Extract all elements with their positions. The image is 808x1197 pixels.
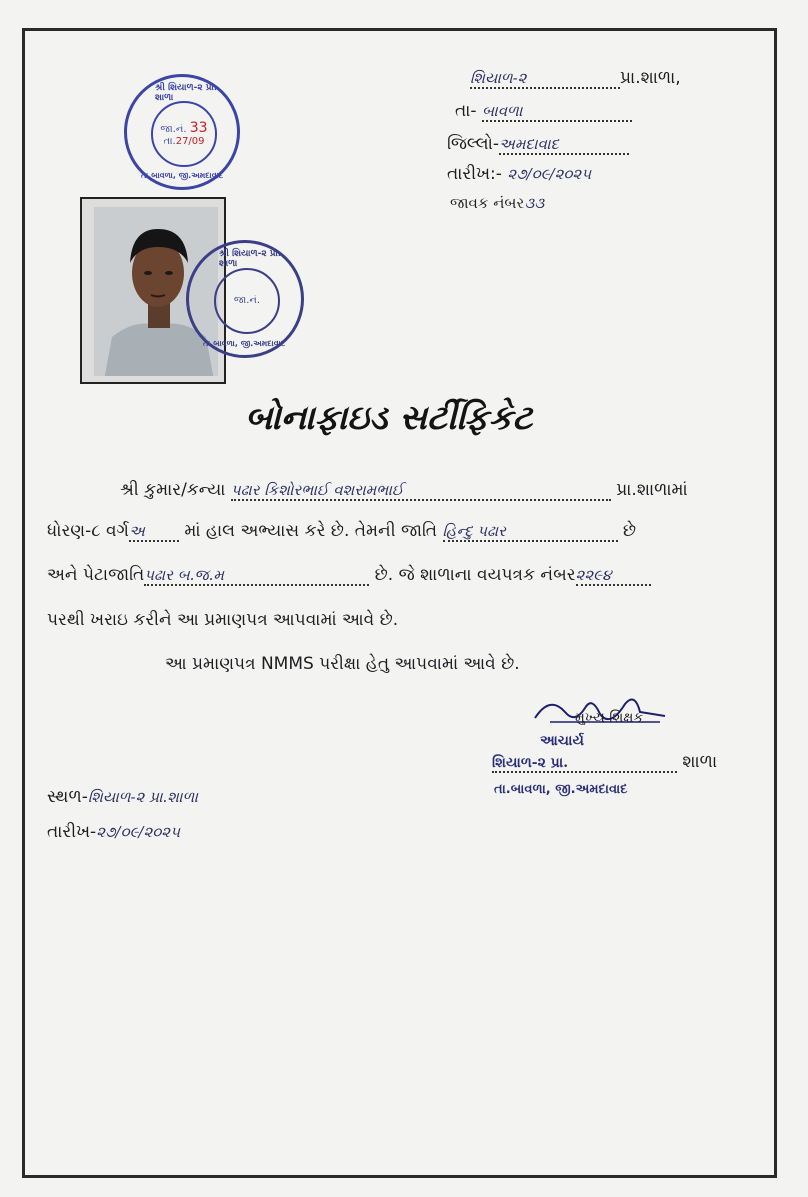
photo-stamp-inner: [214, 268, 281, 335]
line3-prefix: અને પેટાજાતિ: [47, 565, 145, 585]
body-line-3: [47, 565, 651, 586]
body-line-2: [47, 521, 636, 542]
principal-role: મુખ્ય શિક્ષક: [575, 710, 644, 726]
outward-label: જાવક નંબર: [450, 194, 525, 212]
footer-date-value: ૨૭/૦૯/૨૦૨૫: [96, 823, 180, 841]
stamp-date-value: 27/09: [175, 136, 205, 148]
stamp-ring-text: શ્રી શિયાળ-૨ પ્રા. શાળા: [155, 83, 218, 103]
line2-prefix: ધોરણ-૮ વર્ગ: [47, 521, 129, 541]
stamp-role: આચાર્ય: [540, 733, 584, 749]
photo-stamp-number-label: જા.નં.: [233, 295, 261, 307]
stamp-number-label: જા.નં.: [160, 124, 187, 136]
footer-place-line: [47, 787, 198, 807]
school-stamp-photo: [186, 240, 304, 358]
subcaste-value: પઢાર બ.જ.મ: [144, 566, 369, 586]
stamp-inner: [151, 101, 217, 167]
taluka-value: બાવળા: [482, 102, 632, 122]
student-name: પઢાર કિશોરભાઈ વશરામભાઈ: [231, 481, 611, 501]
school-stamp-top: [124, 74, 240, 190]
taluka-line: [455, 101, 632, 122]
body-line-4: પરથી ખરાઇ કરીને આ પ્રમાણપત્ર આપવામાં આવે છે.: [47, 610, 399, 630]
school-suffix: પ્રા.શાળા,: [620, 68, 681, 88]
body-line-5: આ પ્રમાણપત્ર NMMS પરીક્ષા હેતુ આપવામાં આવે છે.: [165, 654, 520, 674]
issue-date-line: [447, 164, 591, 184]
stamp-number-value: 33: [189, 120, 208, 137]
signature-school-suffix: શાળા: [682, 752, 718, 772]
signature-school-name: શિયાળ-૨ પ્રા.: [492, 755, 677, 773]
signature-taluka-line: તા.બાવળા, જી.અમદાવાદ: [494, 782, 628, 797]
register-number: ૨૨૯૪: [576, 566, 651, 586]
taluka-label: તા-: [455, 101, 477, 121]
footer-date-line: [47, 822, 180, 842]
photo-stamp-ring-bottom: તા.બાવળા, જી.અમદાવાદ: [203, 339, 286, 348]
division-value: અ: [129, 522, 179, 542]
line1-prefix: શ્રી કુમાર/કન્યા: [120, 480, 226, 500]
photo-stamp-ring-text: શ્રી શિયાળ-૨ પ્રા. શાળા: [219, 249, 282, 269]
stamp-date-label: તા.: [163, 136, 176, 148]
outward-value: ૩૩: [524, 194, 545, 212]
district-label: જિલ્લો-: [447, 134, 500, 154]
outward-number-line: [450, 194, 544, 212]
footer-place-label: સ્થળ-: [47, 787, 88, 807]
stamp-ring-bottom: તા.બાવળા, જી.અમદાવાદ: [141, 171, 224, 180]
school-name-line: [470, 68, 681, 89]
caste-value: હિન્દુ પઢાર: [443, 522, 618, 542]
certificate-title: બોનાફાઇડ સર્ટીફિકેટ: [245, 398, 533, 438]
school-name: શિયાળ-૨: [470, 69, 620, 89]
district-value: અમદાવાદ: [499, 135, 629, 155]
issue-date-label: તારીખ:-: [447, 164, 502, 184]
signature-school-line: [492, 752, 717, 773]
issue-date-value: ૨૭/૦૯/૨૦૨૫: [507, 165, 592, 183]
footer-place-value: શિયાળ-૨ પ્રા.શાળા: [87, 788, 198, 806]
footer-date-label: તારીખ-: [47, 822, 97, 842]
line2-mid: માં હાલ અભ્યાસ કરે છે. તેમની જાતિ: [184, 521, 438, 541]
line2-suffix: છે: [622, 521, 637, 541]
body-line-1: [120, 480, 688, 501]
line3-mid: છે. જે શાળાના વયપત્રક નંબર: [374, 565, 576, 585]
district-line: [447, 134, 629, 155]
line1-suffix: પ્રા.શાળામાં: [616, 480, 688, 500]
